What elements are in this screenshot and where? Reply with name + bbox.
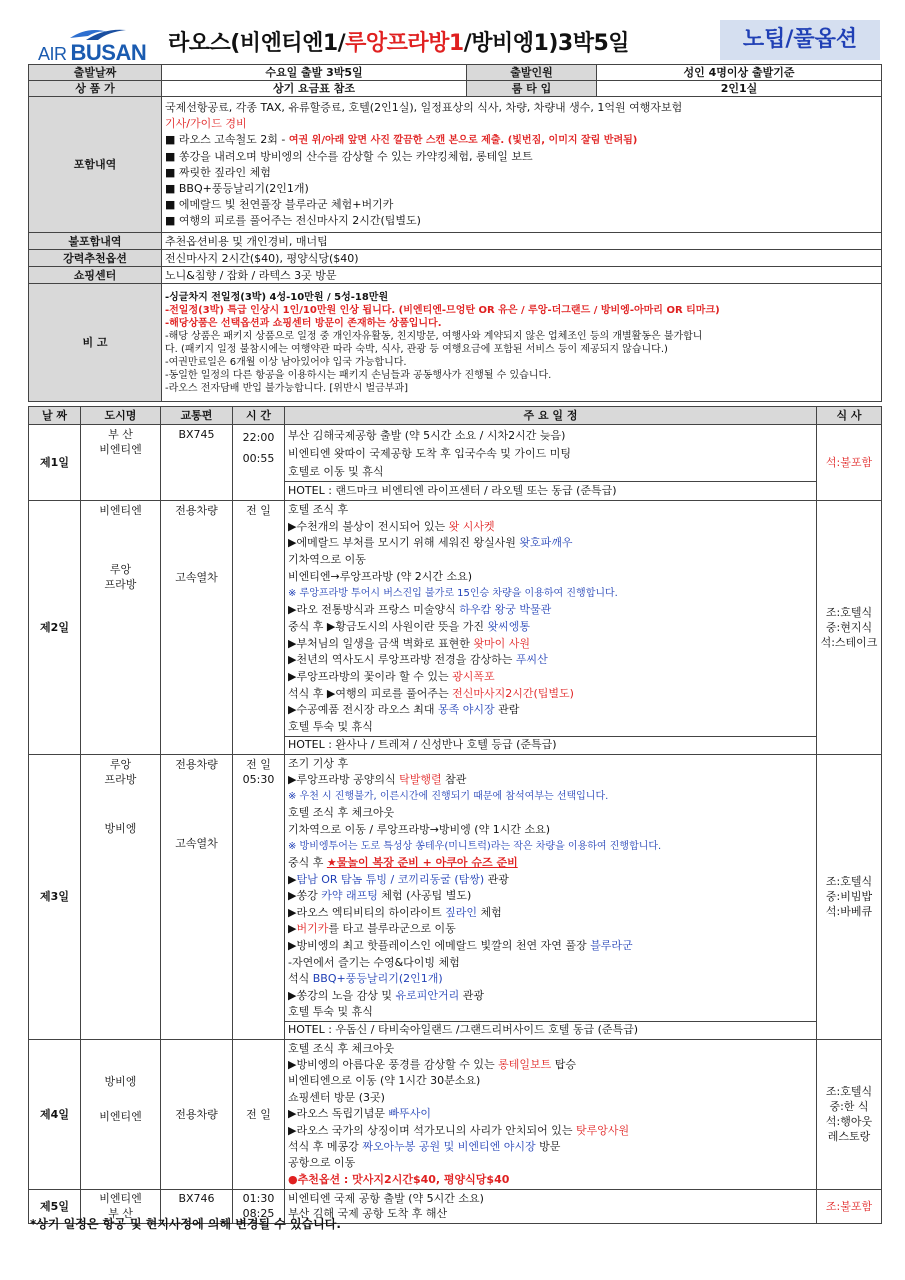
transport-value: 고속열차	[175, 836, 218, 850]
day-meal: 조:불포함	[817, 1189, 882, 1223]
day-time: 전 일	[233, 501, 285, 755]
option-value: 전신마사지 2시간($40), 평양식당($40)	[162, 250, 882, 267]
day-meal: 조:호텔식 중:한 식 석:행아웃 레스토랑	[817, 1039, 882, 1189]
day-transport: BX746	[161, 1189, 233, 1223]
day-transport	[161, 754, 233, 1039]
include-line: ■ 에메랄드 빛 천연풀장 블루라군 체험+버기카	[165, 198, 394, 211]
note-line: -싱글차지 전일정(3박) 4성-10만원 / 5성-18만원	[165, 291, 389, 303]
footnote: *상기 일정은 항공 및 현지사정에 의해 변경될 수 있습니다.	[30, 1217, 341, 1231]
itinerary-line: 석식 후 ▶여행의 피로를 풀어주는 전신마사지2시간(팁별도)	[288, 686, 574, 700]
day-time: 전 일	[233, 1039, 285, 1189]
col-header-meal: 식 사	[817, 407, 882, 425]
transport-value: 전용차량	[175, 504, 218, 517]
itinerary-line: 공항으로 이동	[288, 1156, 356, 1170]
include-content	[162, 97, 882, 233]
logo-busan: BUSAN	[70, 40, 147, 65]
itinerary-note: ※ 방비엥투어는 도로 특성상 쏭테우(미니트럭)라는 작은 차량을 이용하여 진행합니다.	[288, 840, 662, 852]
time-value: 22:00	[242, 431, 275, 444]
day-transport: BX745	[161, 425, 233, 501]
include-line: ■ BBQ+풍등날리기(2인1개)	[165, 182, 309, 195]
itinerary-line: ▶수천개의 불상이 전시되어 있는 왓 시사켓	[288, 519, 495, 533]
itinerary-line: 호텔 조식 후	[288, 503, 349, 516]
room-value: 2인1실	[597, 81, 882, 97]
note-line: -라오스 전자담배 반입 불가능합니다. [위반시 벌금부과]	[165, 382, 409, 394]
info-table	[28, 64, 882, 402]
itinerary-line: 석식 BBQ+풍등날리기(2인1개)	[288, 972, 443, 986]
day-time: 01:30 08:25	[233, 1189, 285, 1223]
air-busan-logo	[38, 24, 158, 64]
include-label: 포함내역	[29, 97, 162, 233]
city-name: 부 산	[108, 428, 133, 441]
note-line: -전일정(3박) 특급 인상시 1인/10만원 인상 됩니다. (비엔티엔-므엉탄 OR 유은 / 루앙-더그랜드 / 방비엥-아마리 OR 티마크)	[165, 304, 720, 316]
day-label: 제1일	[29, 425, 81, 501]
itinerary-line: ▶에메랄드 부처를 모시기 위해 세워진 왕실사원 왓호파깨우	[288, 536, 573, 550]
include-line: ■ 짜릿한 짚라인 체험	[165, 166, 271, 179]
city-name: 방비엥	[104, 1075, 137, 1089]
city-name: 비엔티엔	[99, 1192, 142, 1206]
note-line: 다. (패키지 일정 불참시에는 여행약관 따라 숙박, 식사, 관광 등 여행요금에 포함된 서비스 등이 제공되지 않습니다.)	[165, 343, 668, 355]
day-city	[81, 425, 161, 501]
room-label: 룸 타 입	[467, 81, 597, 97]
hotel-line: HOTEL : 우돔신 / 타비숙아일랜드 /그랜드리버사이드 호텔 동급 (준특급)	[285, 1021, 816, 1039]
col-header-itinerary: 주 요 일 정	[285, 407, 817, 425]
day-row	[29, 754, 882, 1039]
note-content	[162, 284, 882, 402]
itinerary-line: 부산 김해국제공항 출발 (약 5시간 소요 / 시차2시간 늦음)	[288, 429, 566, 442]
transport-value: 전용차량	[175, 757, 218, 771]
shop-value: 노니&침향 / 잡화 / 라텍스 3곳 방문	[162, 267, 882, 284]
city-name: 비엔티엔	[99, 1110, 142, 1124]
itinerary-line: ▶방비엥의 최고 핫플레이스인 에메랄드 빛깔의 천연 자연 풀장 블루라군	[288, 939, 633, 953]
itinerary-line: 비엔티엔→루앙프라방 (약 2시간 소요)	[288, 569, 473, 583]
day-time	[233, 425, 285, 501]
note-label: 비 고	[29, 284, 162, 402]
page-title	[168, 26, 629, 57]
price-value: 상기 요금표 참조	[162, 81, 467, 97]
hotel-line: HOTEL : 랜드마크 비엔티엔 라이프센터 / 라오텔 또는 동급 (준특급)	[285, 481, 816, 500]
itinerary-line: ▶천년의 역사도시 루앙프라방 전경을 감상하는 푸씨산	[288, 653, 548, 667]
day-transport	[161, 501, 233, 755]
title-part2: /방비엥1)3박5일	[463, 31, 630, 56]
include-line-warning: 여권 위/아래 앞면 사진 깔끔한 스캔 본으로 제출. (빛번짐, 이미지 잘림 반려됨)	[288, 135, 638, 146]
itinerary-line: 호텔 조식 후 체크아웃	[288, 806, 395, 820]
day-city	[81, 1039, 161, 1189]
itinerary-note: ※ 우천 시 진행불가, 이른시간에 진행되기 때문에 참석여부는 선택입니다.	[288, 790, 609, 802]
option-label: 강력추천옵션	[29, 250, 162, 267]
note-line: -여권만료일은 6개월 이상 남아있어야 입국 가능합니다.	[165, 356, 407, 368]
itinerary-line: ▶방비엥의 아름다운 풍경를 감상할 수 있는 롱테일보트 탑승	[288, 1058, 576, 1072]
itinerary-line: 쇼핑센터 방문 (3곳)	[288, 1090, 385, 1104]
city-name: 루앙	[109, 757, 132, 771]
itinerary-line: 호텔 조식 후 체크아웃	[288, 1041, 395, 1055]
itinerary-line: 비엔티엔 왓따이 국제공항 도착 후 입국수속 및 가이드 미팅	[288, 447, 571, 460]
itinerary-line: ▶라오스 국가의 상징이며 석가모니의 사리가 안치되어 있는 탓루앙사원	[288, 1123, 630, 1137]
time-value: 00:55	[242, 452, 275, 465]
day-itinerary	[285, 425, 817, 501]
day-label: 제2일	[29, 501, 81, 755]
day-itinerary	[285, 754, 817, 1039]
col-header-city: 도시명	[81, 407, 161, 425]
city-name: 비엔티엔	[99, 504, 142, 517]
hotel-line: HOTEL : 완사나 / 트레져 / 신성반나 호텔 등급 (준특급)	[285, 736, 816, 754]
exclude-value: 추천옵션비용 및 개인경비, 매너팁	[162, 233, 882, 250]
note-line: -해당상품은 선택옵션과 쇼핑센터 방문이 존재하는 상품입니다.	[165, 317, 442, 329]
note-line: -해당 상품은 패키지 상품으로 일정 중 개인자유활동, 친지방문, 여행사와 계약되지 않은 업체조인 등의 개별활동은 불가합니	[165, 330, 703, 342]
day-meal: 조:호텔식 중:현지식 석:스테이크	[817, 501, 882, 755]
include-line	[165, 132, 878, 149]
include-line-prefix: ■ 라오스 고속철도 2회 -	[165, 133, 289, 146]
title-highlight: 루앙프라방1	[345, 31, 464, 56]
itinerary-line: ▶쏭강의 노을 감상 및 유로피안거리 관광	[288, 988, 484, 1002]
day-row	[29, 1039, 882, 1189]
itinerary-line: ▶루앙프라방의 꽃이라 할 수 있는 광시폭포	[288, 670, 495, 684]
city-name: 프라방	[104, 578, 137, 591]
itinerary-line: ▶라오 전통방식과 프랑스 미술양식 하우캄 왕궁 박물관	[288, 603, 552, 617]
itinerary-line: 호텔 투숙 및 휴식	[288, 1005, 373, 1019]
day-meal: 조:호텔식 중:비빔밥 석:바베큐	[817, 754, 882, 1039]
day-label: 제3일	[29, 754, 81, 1039]
include-line: ■ 여행의 피로를 풀어주는 전신마사지 2시간(팁별도)	[165, 214, 421, 227]
itinerary-line: ▶버기카를 타고 블루라군으로 이동	[288, 922, 456, 936]
include-line: ■ 쏭강을 내려오며 방비엥의 산수를 감상할 수 있는 카약킹체험, 롱테일 보트	[165, 150, 533, 163]
depart-date-label: 출발날짜	[29, 65, 162, 81]
itinerary-line: ▶부처님의 일생을 금색 벽화로 표현한 왓마이 사원	[288, 636, 530, 650]
col-header-date: 날 짜	[29, 407, 81, 425]
itinerary-line: 중식 후 ★물놀이 복장 준비 + 아쿠아 슈즈 준비	[288, 856, 518, 870]
day-row	[29, 501, 882, 755]
include-line: 국제선항공료, 각종 TAX, 유류할증료, 호텔(2인1실), 일정표상의 식사, 차량, 차량내 생수, 1억원 여행자보험	[165, 101, 683, 114]
city-name: 비엔티엔	[99, 443, 142, 456]
day-itinerary	[285, 1189, 817, 1223]
itinerary-line: ▶탐남 OR 탐놈 튜빙 / 코끼리동굴 (탐쌍) 관광	[288, 872, 509, 886]
no-tip-badge: 노팁/풀옵션	[720, 20, 880, 60]
schedule-table	[28, 406, 882, 1224]
day-time: 전 일 05:30	[233, 754, 285, 1039]
include-line: 기사/가이드 경비	[165, 117, 247, 130]
day-city	[81, 754, 161, 1039]
itinerary-line: 조기 기상 후	[288, 756, 349, 770]
exclude-label: 불포함내역	[29, 233, 162, 250]
itinerary-line: 비엔티엔 국제 공항 출발 (약 5시간 소요)	[288, 1192, 484, 1206]
city-name: 부 산	[108, 1207, 133, 1221]
title-part1: 라오스(비엔티엔1/	[168, 31, 346, 56]
col-header-time: 시 간	[233, 407, 285, 425]
day-itinerary	[285, 501, 817, 755]
itinerary-line: 부산 김해 국제 공항 도착 후 해산	[288, 1207, 448, 1221]
shop-label: 쇼핑센터	[29, 267, 162, 284]
day-meal: 석:불포함	[817, 425, 882, 501]
day-label: 제5일	[29, 1189, 81, 1223]
people-value: 성인 4명이상 출발기준	[597, 65, 882, 81]
itinerary-line: 호텔 투숙 및 휴식	[288, 720, 373, 734]
recommended-option-line: ●추천옵션 : 맛사지2시간$40, 평양식당$40	[288, 1172, 510, 1186]
logo-air: AIR	[38, 44, 67, 64]
itinerary-line: 비엔티엔으로 이동 (약 1시간 30분소요)	[288, 1074, 481, 1088]
itinerary-line: 석식 후 메콩강 짜오아누봉 공원 및 비엔티엔 야시장 방문	[288, 1140, 561, 1154]
itinerary-line: 중식 후 ▶황금도시의 사원이란 뜻을 가진 왓씨엥통	[288, 619, 530, 633]
itinerary-line: ▶라오스 엑티비티의 하이라이트 짚라인 체험	[288, 905, 502, 919]
itinerary-line: 기차역으로 이동 / 루앙프라방→방비엥 (약 1시간 소요)	[288, 822, 551, 836]
itinerary-line: ▶라오스 독립기념문 빠뚜사이	[288, 1107, 431, 1121]
city-name: 프라방	[104, 772, 137, 786]
day-itinerary	[285, 1039, 817, 1189]
city-name: 루앙	[109, 563, 132, 576]
day-transport: 전용차량	[161, 1039, 233, 1189]
transport-value: 고속열차	[175, 571, 218, 584]
day-row	[29, 425, 882, 501]
depart-date-value: 수요일 출발 3박5일	[162, 65, 467, 81]
city-name: 방비엥	[104, 821, 137, 835]
day-label: 제4일	[29, 1039, 81, 1189]
people-label: 출발인원	[467, 65, 597, 81]
itinerary-line: 기차역으로 이동	[288, 553, 366, 567]
col-header-transport: 교통편	[161, 407, 233, 425]
day-city	[81, 501, 161, 755]
itinerary-line: -자연에서 즐기는 수영&다이빙 체험	[288, 955, 460, 969]
itinerary-line: ▶수공예품 전시장 라오스 최대 몽족 야시장 관람	[288, 703, 520, 717]
itinerary-note: ※ 루앙프라방 투어시 버스진입 불가로 15인승 차량을 이용하여 진행합니다.	[288, 587, 618, 599]
note-line: -동일한 일정의 다른 항공을 이용하시는 패키지 손님들과 공동행사가 진행될 수 있습니다.	[165, 369, 552, 381]
itinerary-line: ▶쏭강 카약 래프팅 체험 (사공팁 별도)	[288, 889, 472, 903]
itinerary-line: 호텔로 이동 및 휴식	[288, 465, 384, 478]
price-label: 상 품 가	[29, 81, 162, 97]
itinerary-line: ▶루앙프라방 공양의식 탁발행렬 참관	[288, 773, 467, 787]
